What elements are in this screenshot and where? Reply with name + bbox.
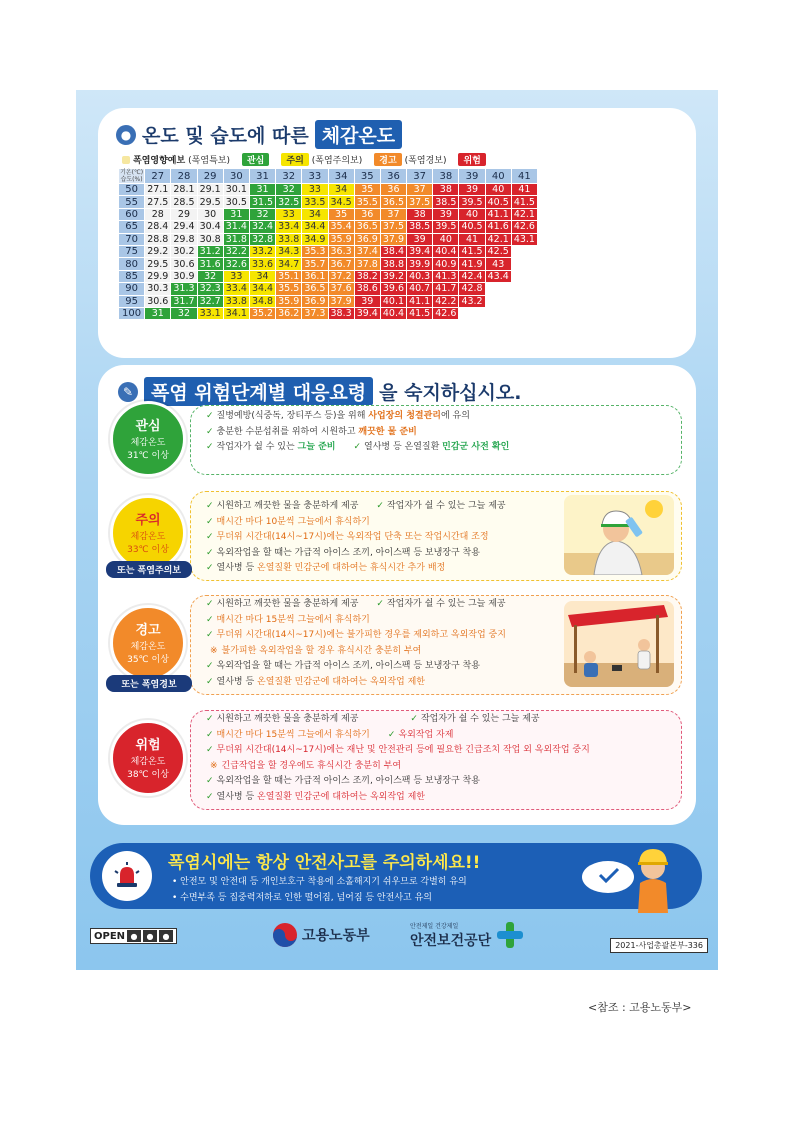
apparent-temp-cell: 31.3 xyxy=(171,283,197,295)
apparent-temp-cell: 40.7 xyxy=(407,283,433,295)
check-icon: ✓ xyxy=(353,442,362,452)
apparent-temp-cell xyxy=(485,295,511,307)
heat-forecast-legend: 폭염영향예보 (폭염특보) 관심 주의 (폭염주의보) 경고 (폭염경보) 위험 xyxy=(122,153,486,166)
apparent-temp-cell: 41.1 xyxy=(407,295,433,307)
temperature-header: 31 xyxy=(249,169,275,184)
apparent-temp-cell: 35.5 xyxy=(354,196,380,208)
apparent-temp-cell: 42.5 xyxy=(485,245,511,257)
response-guide-panel xyxy=(98,365,696,825)
apparent-temp-cell: 33 xyxy=(302,184,328,196)
banner-line: • 수면부족 등 집중력저하로 인한 떨어짐, 넘어짐 등 안전사고 유의 xyxy=(172,893,432,903)
apparent-temp-cell: 41.7 xyxy=(433,283,459,295)
apparent-temp-cell: 34.8 xyxy=(249,295,275,307)
apparent-temp-cell: 39.6 xyxy=(380,283,406,295)
temperature-header: 28 xyxy=(171,169,197,184)
apparent-temp-cell: 36.9 xyxy=(302,295,328,307)
apparent-temp-cell: 32.2 xyxy=(223,245,249,257)
check-icon: ✓ xyxy=(206,676,214,687)
apparent-temp-cell: 28.4 xyxy=(145,221,171,233)
stage-badge-watch: 관심 체감온도 31℃ 이상 xyxy=(110,401,186,477)
apparent-temp-cell: 36.5 xyxy=(380,196,406,208)
apparent-temp-cell: 31.5 xyxy=(249,196,275,208)
apparent-temp-cell: 35.3 xyxy=(302,245,328,257)
apparent-temp-cell: 38.6 xyxy=(354,283,380,295)
apparent-temp-cell: 42.1 xyxy=(511,208,537,220)
apparent-temp-cell: 43 xyxy=(485,258,511,270)
apparent-temp-cell xyxy=(511,270,537,282)
apparent-temp-cell: 40.5 xyxy=(485,196,511,208)
apparent-temp-cell: 33.8 xyxy=(276,233,302,245)
apparent-temp-cell: 29.5 xyxy=(145,258,171,270)
apparent-temp-cell: 40 xyxy=(459,208,485,220)
thermometer-icon: ● xyxy=(116,125,136,145)
apparent-temp-cell: 28.8 xyxy=(145,233,171,245)
temperature-header: 39 xyxy=(459,169,485,184)
stage-guidelines: ✓ 시원하고 깨끗한 물을 충분하게 제공 ✓ 작업자가 쉴 수 있는 그늘 제공 ✓ 매시간 마다 10분씩 그늘에서 휴식하기 ✓ 무더위 시간대(14시~17시)에는 옥외작업 단축 또는 작업시간대 조정 ✓ 옥외작업을 할 때는 가급적 아이스 조끼, 아이스팩 등 보냉장구 착용 ✓ 열사병 등 온열질환 민감군에 대하여는 휴식시간 추가 배정 xyxy=(206,501,506,573)
apparent-temp-cell: 34 xyxy=(302,208,328,220)
apparent-temp-cell: 31 xyxy=(223,208,249,220)
apparent-temp-cell: 34.5 xyxy=(328,196,354,208)
apparent-temp-cell xyxy=(511,245,537,257)
apparent-temp-cell: 38.5 xyxy=(433,196,459,208)
apparent-temp-cell: 40.4 xyxy=(433,245,459,257)
apparent-temp-cell: 41.5 xyxy=(459,245,485,257)
apparent-temp-cell: 29.2 xyxy=(145,245,171,257)
open-license-badge: OPEN ● ● ● xyxy=(90,928,177,944)
check-icon: ✓ xyxy=(206,501,214,511)
apparent-temp-cell: 35.7 xyxy=(302,258,328,270)
check-icon: ✓ xyxy=(387,729,396,740)
check-icon: ✓ xyxy=(206,776,214,786)
stage-badge-caution: 주의 체감온도 33℃ 이상 xyxy=(110,495,186,571)
apparent-temp-cell: 38 xyxy=(407,208,433,220)
check-icon: ✓ xyxy=(206,411,214,421)
check-icon: ✓ xyxy=(206,547,214,558)
apparent-temp-cell: 37.4 xyxy=(354,245,380,257)
apparent-temp-cell: 29.9 xyxy=(145,270,171,282)
humidity-header: 85 xyxy=(119,270,145,282)
apparent-temp-cell: 42.8 xyxy=(459,283,485,295)
apparent-temp-cell: 35.9 xyxy=(328,233,354,245)
apparent-temp-cell: 33.1 xyxy=(197,307,223,319)
apparent-temp-cell: 32.6 xyxy=(223,258,249,270)
apparent-temp-cell: 29.4 xyxy=(171,221,197,233)
apparent-temp-cell: 34.4 xyxy=(302,221,328,233)
apparent-temp-cell: 30 xyxy=(197,208,223,220)
apparent-temp-cell: 32 xyxy=(197,270,223,282)
apparent-temp-cell: 39.4 xyxy=(354,307,380,319)
apparent-temp-cell xyxy=(511,295,537,307)
apparent-temp-cell: 40.5 xyxy=(459,221,485,233)
apparent-temp-cell: 35.2 xyxy=(249,307,275,319)
legend-level-caution: 주의 xyxy=(281,153,308,166)
apparent-temp-cell: 30.8 xyxy=(197,233,223,245)
stage-guidelines: ✓ 시원하고 깨끗한 물을 충분하게 제공 ✓ 작업자가 쉴 수 있는 그늘 제공 ✓ 매시간 마다 15분씩 그늘에서 휴식하기 ✓ 옥외작업 자제 ✓ 무더위 시간대(14시~17시)에는 재난 및 안전관리 등에 필요한 긴급조치 작업 외 옥외작업 중지 ※ 긴급작업을 할 경우에도 휴식시간 충분히 부여 ✓ 옥외작업을 할 때는 가급적 아이스 조끼, 아이스팩 등 보냉장구 착용 ✓ 열사병 등 온열질환 민감군에 대하여는 옥외작업 제한 xyxy=(206,714,590,802)
taegeuk-emblem-icon xyxy=(272,922,298,948)
apparent-temp-cell: 38.3 xyxy=(328,307,354,319)
check-icon: ✓ xyxy=(206,426,214,437)
apparent-temp-cell: 35.1 xyxy=(276,270,302,282)
check-icon: ✓ xyxy=(410,714,418,724)
check-icon: ✓ xyxy=(206,599,214,609)
apparent-temp-cell: 34.3 xyxy=(276,245,302,257)
section-title-apparent-temp: ● 온도 및 습도에 따른 체감온도 xyxy=(116,120,402,149)
apparent-temp-cell: 35 xyxy=(354,184,380,196)
humidity-header: 55 xyxy=(119,196,145,208)
table-row xyxy=(119,208,538,220)
apparent-temp-cell: 39 xyxy=(459,184,485,196)
apparent-temp-cell: 42.1 xyxy=(485,233,511,245)
check-icon: ✓ xyxy=(376,501,384,511)
apparent-temp-cell: 28 xyxy=(145,208,171,220)
apparent-temp-cell: 33.6 xyxy=(249,258,275,270)
humidity-header: 70 xyxy=(119,233,145,245)
apparent-temp-cell: 33 xyxy=(276,208,302,220)
apparent-temp-cell: 41.1 xyxy=(485,208,511,220)
apparent-temp-cell: 42.4 xyxy=(459,270,485,282)
apparent-temp-cell: 31.6 xyxy=(197,258,223,270)
stage-guidelines: ✓ 질병예방(식중독, 장티푸스 등)을 위해 사업장의 청결관리에 유의 ✓ 충분한 수분섭취를 위하여 시원하고 깨끗한 물 준비 ✓ 작업자가 쉴 수 있는 그늘 준비 ✓ 열사병 등 온열질환 민감군 사전 확인 xyxy=(206,411,510,452)
stage-guidelines: ✓ 시원하고 깨끗한 물을 충분하게 제공 ✓ 작업자가 쉴 수 있는 그늘 제공 ✓ 매시간 마다 15분씩 그늘에서 휴식하기 ✓ 무더위 시간대(14시~17시)에는 불가피한 경우를 제외하고 옥외작업 중지 ※ 불가피한 옥외작업을 할 경우 휴식시간 충분히 부여 ✓ 옥외작업을 할 때는 가급적 아이스 조끼, 아이스팩 등 보냉장구 착용 ✓ 열사병 등 온열질환 민감군에 대하여는 옥외작업 제한 xyxy=(206,599,506,687)
alarm-siren-icon xyxy=(102,851,152,901)
apparent-temp-cell: 29.8 xyxy=(171,233,197,245)
apparent-temp-cell: 30.6 xyxy=(145,295,171,307)
check-icon: ✓ xyxy=(206,714,214,724)
apparent-temp-cell: 29.1 xyxy=(197,184,223,196)
section-title-response-guide: ✎ 폭염 위험단계별 대응요령 을 숙지하십시오. xyxy=(118,377,521,406)
apparent-temp-cell: 37.5 xyxy=(380,221,406,233)
apparent-temp-cell: 37.8 xyxy=(354,258,380,270)
apparent-temp-cell: 34 xyxy=(328,184,354,196)
temperature-header: 37 xyxy=(407,169,433,184)
apparent-temp-cell: 32.3 xyxy=(197,283,223,295)
apparent-temp-cell: 32 xyxy=(276,184,302,196)
apparent-temp-cell: 36.7 xyxy=(328,258,354,270)
apparent-temp-cell: 31.2 xyxy=(197,245,223,257)
apparent-temp-cell: 40 xyxy=(433,233,459,245)
apparent-temp-cell: 42.6 xyxy=(433,307,459,319)
apparent-temp-cell: 36.5 xyxy=(354,221,380,233)
apparent-temp-cell: 32.8 xyxy=(249,233,275,245)
apparent-temp-cell: 41.9 xyxy=(459,258,485,270)
apparent-temp-cell: 35.9 xyxy=(276,295,302,307)
check-icon: ✓ xyxy=(206,614,214,625)
table-corner: 기온(℃) 습도(%) xyxy=(120,169,144,183)
stage-caution xyxy=(106,491,688,581)
humidity-header: 60 xyxy=(119,208,145,220)
apparent-temp-cell: 38.2 xyxy=(354,270,380,282)
apparent-temp-cell: 39.4 xyxy=(407,245,433,257)
apparent-temp-cell: 28.1 xyxy=(171,184,197,196)
apparent-temp-cell: 37 xyxy=(407,184,433,196)
apparent-temp-cell: 40.3 xyxy=(407,270,433,282)
apparent-temp-cell: 37 xyxy=(380,208,406,220)
apparent-temp-cell: 32.5 xyxy=(276,196,302,208)
apparent-temp-cell: 41 xyxy=(511,184,537,196)
apparent-temp-cell: 40 xyxy=(485,184,511,196)
banner-title: 폭염시에는 항상 안전사고를 주의하세요!! xyxy=(168,853,481,873)
check-icon: ✓ xyxy=(376,599,384,609)
heat-warning-label: 또는 폭염경보 xyxy=(106,675,192,692)
table-row xyxy=(119,307,538,319)
workers-resting-in-shade-illustration xyxy=(564,601,674,687)
kosha-logo: 안전제일 건강제일 안전보건공단 xyxy=(410,920,525,950)
table-row xyxy=(119,233,538,245)
temperature-header: 27 xyxy=(145,169,171,184)
apparent-temp-cell: 40.4 xyxy=(380,307,406,319)
apparent-temp-cell: 27.1 xyxy=(145,184,171,196)
apparent-temp-cell: 32.4 xyxy=(249,221,275,233)
table-row xyxy=(119,245,538,257)
stage-danger xyxy=(106,710,688,810)
apparent-temp-cell: 30.3 xyxy=(145,283,171,295)
stage-watch xyxy=(106,405,688,475)
apparent-temp-cell: 35.5 xyxy=(276,283,302,295)
apparent-temp-cell: 33.4 xyxy=(276,221,302,233)
check-icon: ✓ xyxy=(206,630,214,640)
table-row xyxy=(119,270,538,282)
apparent-temp-cell: 39 xyxy=(407,233,433,245)
apparent-temp-cell: 39.5 xyxy=(459,196,485,208)
apparent-temp-cell: 37.3 xyxy=(302,307,328,319)
apparent-temp-cell: 30.2 xyxy=(171,245,197,257)
apparent-temp-cell: 38 xyxy=(433,184,459,196)
apparent-temp-cell: 43.2 xyxy=(459,295,485,307)
apparent-temp-cell: 36 xyxy=(380,184,406,196)
apparent-temp-cell: 31.4 xyxy=(223,221,249,233)
apparent-temp-cell: 33.8 xyxy=(223,295,249,307)
apparent-temp-cell xyxy=(511,258,537,270)
apparent-temp-cell: 38.4 xyxy=(380,245,406,257)
cc-noncommercial-icon: ● xyxy=(143,930,157,942)
apparent-temp-cell: 34 xyxy=(249,270,275,282)
apparent-temp-cell: 38.5 xyxy=(407,221,433,233)
apparent-temp-cell: 33.5 xyxy=(302,196,328,208)
apparent-temp-cell: 41 xyxy=(459,233,485,245)
apparent-temp-cell: 37.5 xyxy=(407,196,433,208)
apparent-temp-cell: 30.1 xyxy=(223,184,249,196)
ministry-logo: 고용노동부 xyxy=(272,922,370,948)
apparent-temp-cell: 39 xyxy=(354,295,380,307)
stage-badge-danger: 위험 체감온도 38℃ 이상 xyxy=(110,720,186,796)
humidity-header: 50 xyxy=(119,184,145,196)
check-icon: ✓ xyxy=(206,745,214,755)
apparent-temp-cell: 39 xyxy=(433,208,459,220)
apparent-temp-cell: 36.2 xyxy=(276,307,302,319)
apparent-temp-cell: 31.7 xyxy=(171,295,197,307)
legend-level-danger: 위험 xyxy=(458,153,485,166)
stage-badge-warning: 경고 체감온도 35℃ 이상 xyxy=(110,605,186,681)
apparent-temperature-table xyxy=(118,168,538,320)
apparent-temp-cell xyxy=(511,283,537,295)
temperature-header: 29 xyxy=(197,169,223,184)
apparent-temp-cell: 35 xyxy=(328,208,354,220)
temperature-header: 41 xyxy=(511,169,537,184)
apparent-temp-cell: 41.6 xyxy=(485,221,511,233)
check-icon: ✓ xyxy=(206,729,214,740)
temperature-header: 35 xyxy=(354,169,380,184)
table-row xyxy=(119,295,538,307)
apparent-temp-cell: 33.2 xyxy=(249,245,275,257)
apparent-temp-cell: 38.8 xyxy=(380,258,406,270)
document-code: 2021-사업총괄본부-336 xyxy=(610,938,708,953)
safety-warning-banner xyxy=(90,843,702,909)
humidity-header: 90 xyxy=(119,283,145,295)
apparent-temp-cell: 35.4 xyxy=(328,221,354,233)
check-icon: ✓ xyxy=(206,563,214,573)
apparent-temp-cell: 33 xyxy=(223,270,249,282)
apparent-temp-cell: 29 xyxy=(171,208,197,220)
apparent-temp-cell xyxy=(459,307,485,319)
temperature-header: 40 xyxy=(485,169,511,184)
apparent-temp-cell xyxy=(511,307,537,319)
heatwave-poster xyxy=(76,90,718,970)
apparent-temp-cell: 39.5 xyxy=(433,221,459,233)
checklist-icon: ✎ xyxy=(118,382,138,402)
apparent-temp-cell: 32 xyxy=(249,208,275,220)
apparent-temp-cell: 34.1 xyxy=(223,307,249,319)
apparent-temp-cell xyxy=(485,307,511,319)
temperature-header: 36 xyxy=(380,169,406,184)
apparent-temp-cell: 29.5 xyxy=(197,196,223,208)
legend-level-watch: 관심 xyxy=(242,153,269,166)
humidity-header: 65 xyxy=(119,221,145,233)
table-row xyxy=(119,283,538,295)
apparent-temp-cell: 34.7 xyxy=(276,258,302,270)
humidity-header: 80 xyxy=(119,258,145,270)
apparent-temp-cell: 31 xyxy=(145,307,171,319)
apparent-temp-cell: 42.6 xyxy=(511,221,537,233)
apparent-temp-cell: 41.5 xyxy=(511,196,537,208)
temperature-header: 32 xyxy=(276,169,302,184)
temperature-header: 38 xyxy=(433,169,459,184)
table-row xyxy=(119,196,538,208)
apparent-temp-cell: 31.8 xyxy=(223,233,249,245)
apparent-temp-cell: 42.2 xyxy=(433,295,459,307)
cc-attribution-icon: ● xyxy=(127,930,141,942)
apparent-temp-cell: 30.6 xyxy=(171,258,197,270)
temperature-header: 30 xyxy=(223,169,249,184)
apparent-temp-cell: 30.4 xyxy=(197,221,223,233)
poster-footer xyxy=(76,916,718,970)
apparent-temp-cell: 34.4 xyxy=(249,283,275,295)
legend-level-warning: 경고 xyxy=(374,153,401,166)
stage-warning xyxy=(106,595,688,695)
apparent-temp-cell: 37.6 xyxy=(328,283,354,295)
apparent-temp-cell: 39.2 xyxy=(380,270,406,282)
apparent-temp-cell: 36.5 xyxy=(302,283,328,295)
apparent-temp-cell: 31 xyxy=(249,184,275,196)
reference-caption: <참조 : 고용노동부> xyxy=(588,1001,692,1014)
apparent-temp-cell: 41.5 xyxy=(407,307,433,319)
apparent-temp-cell: 43.1 xyxy=(511,233,537,245)
apparent-temp-cell xyxy=(485,283,511,295)
temperature-header: 34 xyxy=(328,169,354,184)
apparent-temp-cell: 36.3 xyxy=(328,245,354,257)
apparent-temperature-panel xyxy=(98,108,696,358)
apparent-temp-cell: 41.3 xyxy=(433,270,459,282)
humidity-header: 95 xyxy=(119,295,145,307)
worker-drinking-water-illustration xyxy=(564,495,674,575)
apparent-temp-cell: 28.5 xyxy=(171,196,197,208)
safety-worker-illustration xyxy=(578,829,688,913)
banner-line: • 안전모 및 안전대 등 개인보호구 착용에 소홀해지기 쉬우므로 각별히 유의 xyxy=(172,877,467,887)
apparent-temp-cell: 34.9 xyxy=(302,233,328,245)
apparent-temp-cell: 33.4 xyxy=(223,283,249,295)
apparent-temp-cell: 39.9 xyxy=(407,258,433,270)
apparent-temp-cell: 40.1 xyxy=(380,295,406,307)
apparent-temp-cell: 30.5 xyxy=(223,196,249,208)
check-icon: ✓ xyxy=(206,442,214,452)
check-icon: ✓ xyxy=(206,516,214,527)
apparent-temp-cell: 36.9 xyxy=(354,233,380,245)
apparent-temp-cell: 37.9 xyxy=(328,295,354,307)
humidity-header: 100 xyxy=(119,307,145,319)
table-row xyxy=(119,184,538,196)
check-icon: ✓ xyxy=(206,661,214,671)
legend-dot xyxy=(122,156,130,164)
apparent-temp-cell: 36 xyxy=(354,208,380,220)
cc-noderivs-icon: ● xyxy=(159,930,173,942)
apparent-temp-cell: 37.2 xyxy=(328,270,354,282)
apparent-temp-cell: 37.9 xyxy=(380,233,406,245)
apparent-temp-cell: 32 xyxy=(171,307,197,319)
kosha-cross-icon xyxy=(495,920,525,950)
heat-advisory-label: 또는 폭염주의보 xyxy=(106,561,192,578)
apparent-temp-cell: 43.4 xyxy=(485,270,511,282)
apparent-temp-cell: 27.5 xyxy=(145,196,171,208)
temperature-header: 33 xyxy=(302,169,328,184)
check-icon: ✓ xyxy=(206,791,214,802)
table-row xyxy=(119,221,538,233)
table-row xyxy=(119,258,538,270)
apparent-temp-cell: 40.9 xyxy=(433,258,459,270)
check-icon: ✓ xyxy=(206,532,214,542)
apparent-temp-cell: 36.1 xyxy=(302,270,328,282)
apparent-temp-cell: 30.9 xyxy=(171,270,197,282)
humidity-header: 75 xyxy=(119,245,145,257)
apparent-temp-cell: 32.7 xyxy=(197,295,223,307)
